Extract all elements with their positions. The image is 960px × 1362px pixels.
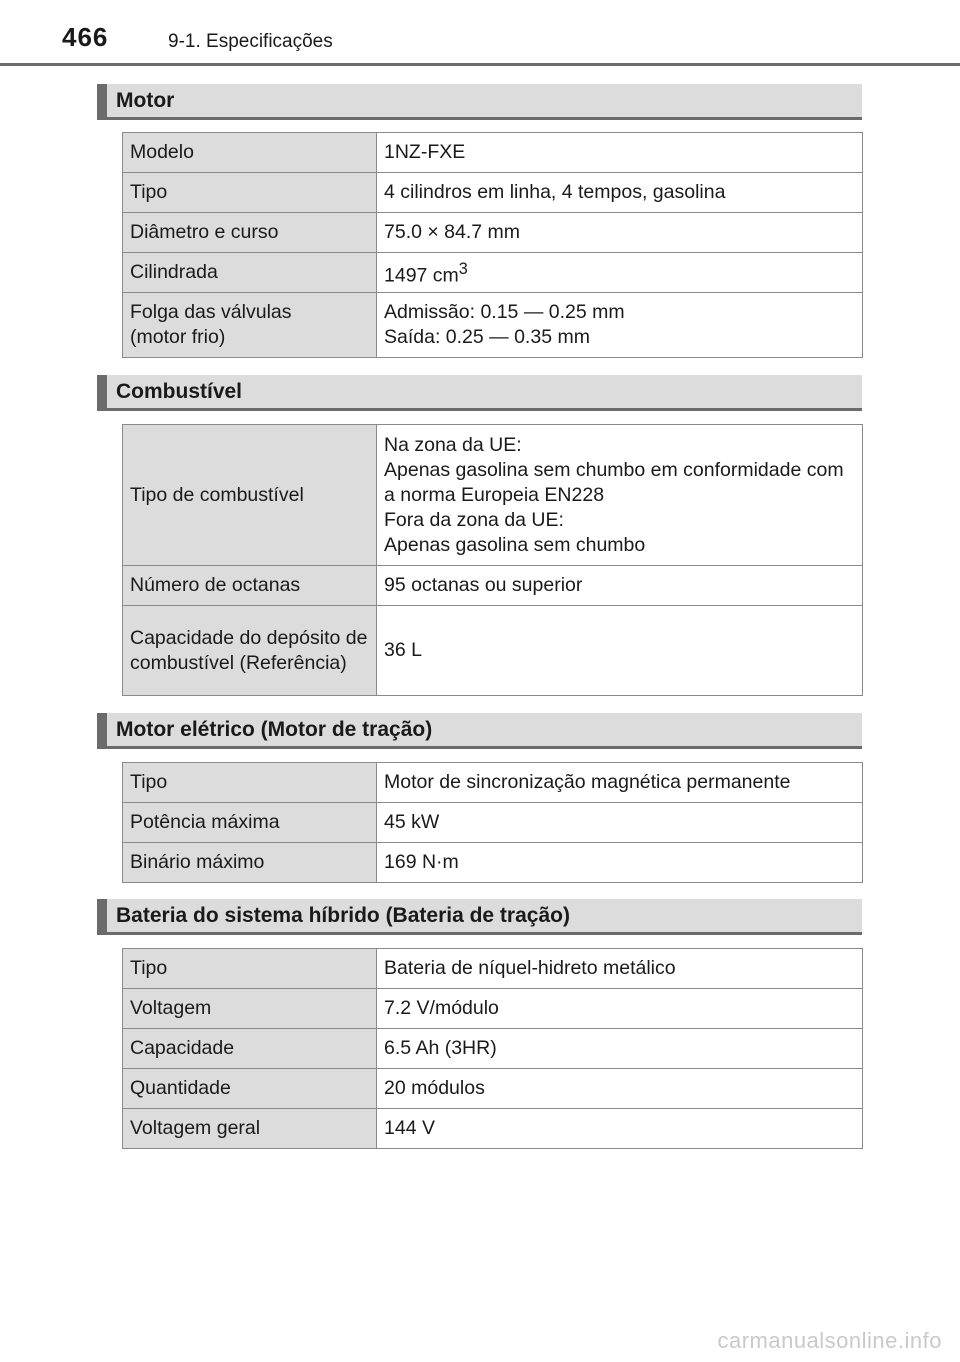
row-label: Quantidade	[123, 1069, 377, 1109]
row-label: Tipo	[123, 173, 377, 213]
table-row	[123, 606, 863, 696]
row-value: 144 V	[377, 1109, 863, 1149]
row-value: Motor de sincronização magnética permanente	[377, 763, 863, 803]
table-row	[123, 1029, 863, 1069]
section-title: Motor	[116, 89, 175, 112]
table-row	[123, 566, 863, 606]
table-row	[123, 989, 863, 1029]
table-row	[123, 803, 863, 843]
row-label: Capacidade do depósito de combustível (Referência)	[123, 606, 377, 696]
table-row	[123, 843, 863, 883]
section-header	[97, 899, 862, 935]
table-row	[123, 425, 863, 566]
section-header	[97, 375, 862, 411]
table-row	[123, 213, 863, 253]
row-value: 1NZ-FXE	[377, 133, 863, 173]
row-label: Diâmetro e curso	[123, 213, 377, 253]
displacement-value: 1497 cm	[384, 264, 459, 287]
row-value: 95 octanas ou superior	[377, 566, 863, 606]
row-value: Bateria de níquel-hidreto metálico	[377, 949, 863, 989]
table-row	[123, 763, 863, 803]
section-header	[97, 713, 862, 749]
page-header	[0, 0, 960, 66]
table-row	[123, 949, 863, 989]
row-label: Tipo	[123, 949, 377, 989]
table-row	[123, 1069, 863, 1109]
table-row	[123, 173, 863, 213]
table-row	[123, 293, 863, 358]
section-title: Combustível	[116, 380, 243, 403]
watermark: carmanualsonline.info	[717, 1328, 942, 1353]
row-label: Folga das válvulas (motor frio)	[123, 293, 377, 358]
row-value: 36 L	[377, 606, 863, 696]
row-label: Cilindrada	[123, 253, 377, 293]
row-label: Potência máxima	[123, 803, 377, 843]
page-number: 466	[62, 22, 109, 52]
chapter-title: 9-1. Especificações	[168, 31, 333, 52]
row-value: 20 módulos	[377, 1069, 863, 1109]
row-value: 6.5 Ah (3HR)	[377, 1029, 863, 1069]
row-label: Voltagem geral	[123, 1109, 377, 1149]
row-value: 7.2 V/módulo	[377, 989, 863, 1029]
spec-table-motor	[122, 132, 863, 358]
spec-table-hybrid-battery	[122, 948, 863, 1149]
section-header	[97, 84, 862, 120]
row-value: 45 kW	[377, 803, 863, 843]
row-label: Número de octanas	[123, 566, 377, 606]
table-row	[123, 253, 863, 293]
section-title: Bateria do sistema híbrido (Bateria de tração)	[116, 904, 570, 927]
row-label: Modelo	[123, 133, 377, 173]
row-value: 169 N·m	[377, 843, 863, 883]
row-value: 75.0 × 84.7 mm	[377, 213, 863, 253]
row-value	[377, 253, 863, 293]
row-value: 4 cilindros em linha, 4 tempos, gasolina	[377, 173, 863, 213]
row-label: Binário máximo	[123, 843, 377, 883]
spec-table-electric-motor	[122, 762, 863, 883]
table-row	[123, 1109, 863, 1149]
row-value: Admissão: 0.15 — 0.25 mm Saída: 0.25 — 0.35 mm	[377, 293, 863, 358]
spec-table-fuel	[122, 424, 863, 696]
row-label: Voltagem	[123, 989, 377, 1029]
superscript-3: 3	[458, 259, 468, 278]
row-label: Tipo de combustível	[123, 425, 377, 566]
row-label: Capacidade	[123, 1029, 377, 1069]
row-label: Tipo	[123, 763, 377, 803]
table-row	[123, 133, 863, 173]
section-title: Motor elétrico (Motor de tração)	[116, 718, 433, 741]
row-value: Na zona da UE: Apenas gasolina sem chumbo em conformidade com a norma Europeia EN228 Fora da zona da UE: Apenas gasolina sem chumbo	[377, 425, 863, 566]
